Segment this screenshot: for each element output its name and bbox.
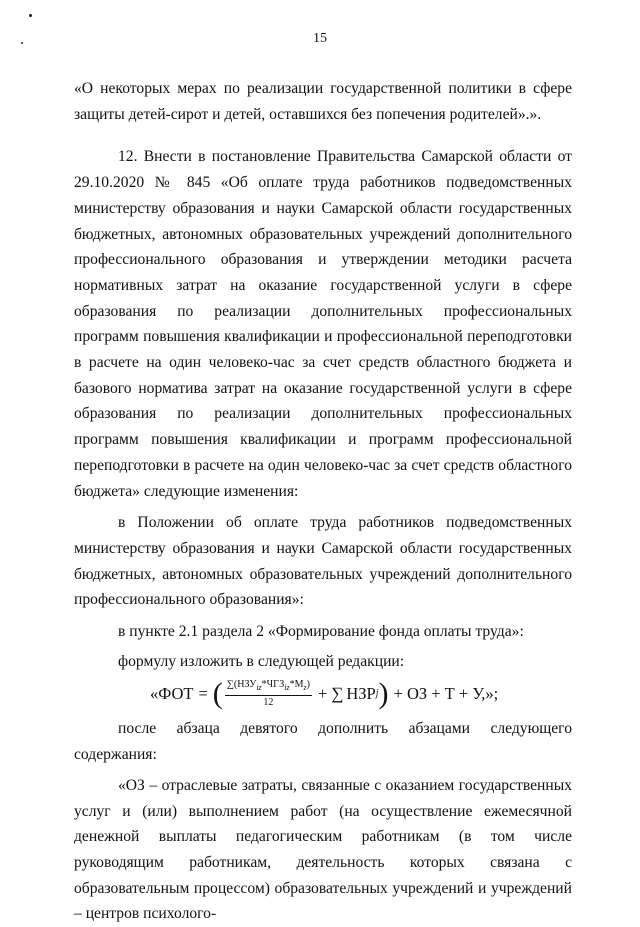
formula-open-paren: ( [212, 677, 223, 711]
scan-speck [21, 42, 23, 44]
paragraph-quote-continuation: «О некоторых мерах по реализации государственной политики в сфере защиты детей-сирот и детей, оставшихся без попечения родителей».». [74, 80, 572, 123]
formula-equals: = [198, 684, 208, 704]
formula-nzr-sub: j [375, 688, 379, 700]
formula-numerator [225, 679, 312, 696]
numerator-sub: iz [256, 683, 262, 693]
paragraph-oz-definition: «ОЗ – отраслевые затраты, связанные с оказанием государственных услуг и (или) выполнением работ (на осуществление ежемесячной денежной выплаты педагогическим работникам (в том числе руководящим работникам, деятельность которых связана с образовательным процессом) образовательных учреждений и учреждений – центров психолого- [74, 776, 572, 923]
paragraph-formula-intro: формулу изложить в следующей редакции: [118, 652, 405, 670]
numerator-part: ∑(НЗУ [226, 679, 257, 691]
formula-close-paren: ) [378, 677, 389, 711]
formula-fraction [225, 679, 312, 709]
scan-speck [29, 14, 32, 17]
paragraph-regulation: в Положении об оплате труда работников подведомственных министерству образования и науки Самарской области государственных бюджетных, автономных образовательных учреждений дополнительного профессионального образования»: [74, 514, 572, 609]
numerator-sub: iz [284, 683, 290, 693]
paragraph-clause-2-1: в пункте 2.1 раздела 2 «Формирование фонда оплаты труда»: [118, 623, 524, 641]
numerator-part: ) [306, 679, 310, 691]
formula-rest: + ОЗ + Т + У,»; [393, 684, 499, 704]
paragraph-item-12: 12. Внести в постановление Правительства Самарской области от 29.10.2020 № 845 «Об оплате труда работников подведомственных министерству образования и науки Самарской области государственных бюджетных, автономных образовательных учреждений дополнительного профессионального образования и утверждении методики расчета нормативных затрат на оказание государственной услуги в сфере образования по реализации дополнительных профессиональных программ повышения квалификации и профессиональной переподготовки в расчете на один человеко-час за счет средств областного бюджета и базового норматива затрат на оказание государственной услуги в сфере образования по реализации дополнительных профессиональных программ повышения квалификации и программ профессиональной переподготовки в расчете на один человеко-час за счет средств областного бюджета» следующие изменения: [74, 148, 572, 500]
formula-nzr: НЗР [346, 684, 376, 704]
document-body [74, 76, 572, 927]
page-number: 15 [313, 31, 327, 46]
formula-sum-sign: ∑ [331, 684, 344, 704]
numerator-sub: z [303, 683, 307, 693]
formula-plus: + [317, 684, 328, 704]
paragraph-after-ninth: после абзаца девятого дополнить абзацами следующего содержания: [74, 720, 572, 764]
formula [74, 679, 572, 709]
numerator-part: *ЧГЗ [261, 679, 285, 691]
formula-lhs: «ФОТ [150, 684, 194, 704]
numerator-part: *М [289, 679, 304, 691]
formula-denominator: 12 [263, 697, 274, 709]
